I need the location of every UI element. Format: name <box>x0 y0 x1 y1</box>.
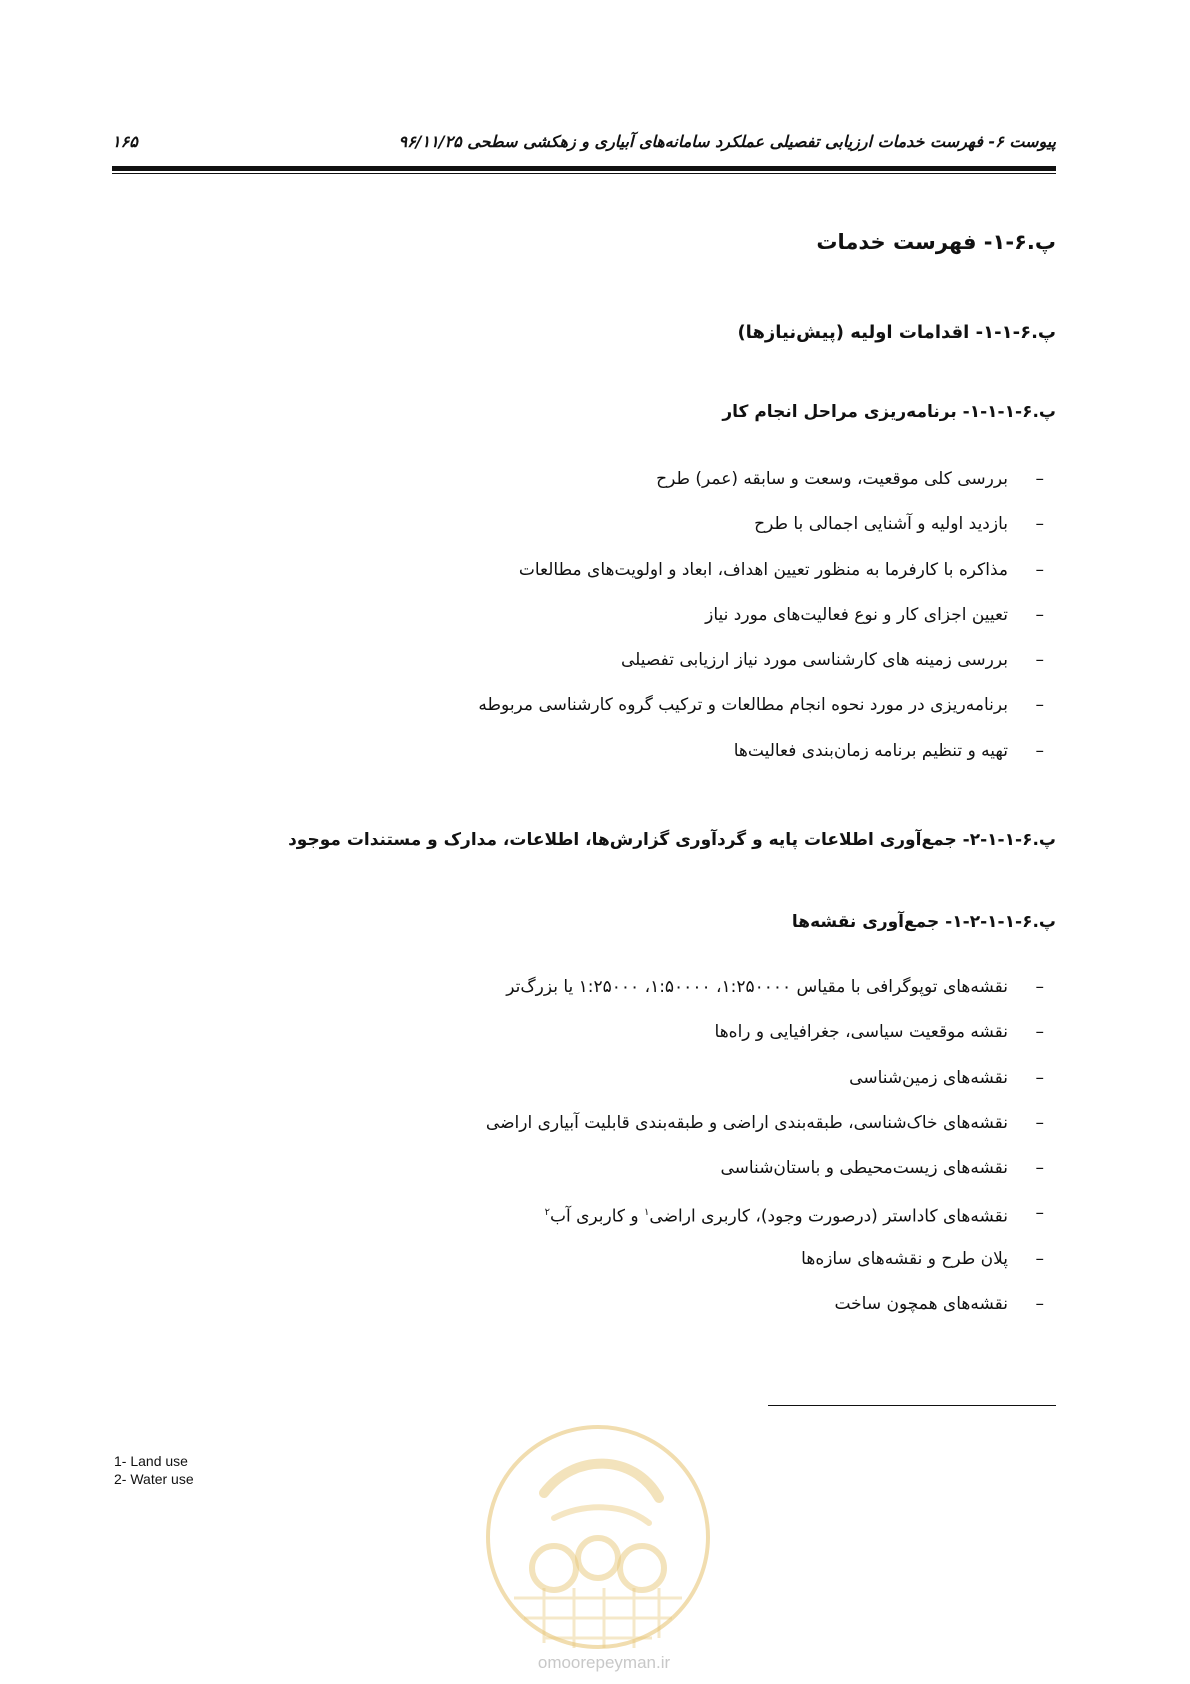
list-item <box>156 1198 1056 1243</box>
list-item-text: نقشه‌های زیست‌محیطی و باستان‌شناسی <box>720 1158 1008 1179</box>
footnote-ref-1[interactable]: ۱ <box>644 1207 650 1219</box>
section-heading-1-1-2: پ.۶-۱-۱-۲- جمع‌آوری اطلاعات پایه و گردآوری گزارش‌ها، اطلاعات، مدارک و مستندات موجود <box>288 830 1056 850</box>
list-item-text: بررسی کلی موقعیت، وسعت و سابقه (عمر) طرح <box>656 469 1008 489</box>
watermark-seal-icon <box>484 1423 712 1673</box>
list-item <box>156 1108 1056 1153</box>
list-item <box>156 1017 1056 1062</box>
list-item-text: نقشه موقعیت سیاسی، جغرافیایی و راه‌ها <box>714 1022 1008 1043</box>
list-item-text: پلان طرح و نقشه‌های سازه‌ها <box>801 1248 1008 1269</box>
list-item <box>156 1153 1056 1198</box>
list-item <box>156 972 1056 1017</box>
list-item-text: تهیه و تنظیم برنامه زمان‌بندی فعالیت‌ها <box>733 740 1008 761</box>
list-dash: – <box>1035 695 1044 716</box>
list-dash: – <box>1035 604 1044 625</box>
list-dash: – <box>1035 977 1044 997</box>
list-item <box>156 555 1056 600</box>
footnote-1: 1- Land use <box>114 1453 188 1469</box>
list-item-text: تعیین اجزای کار و نوع فعالیت‌های مورد نیاز <box>705 604 1008 625</box>
footnotes <box>114 1452 414 1488</box>
watermark-url: omoorepeyman.ir <box>537 1653 671 1672</box>
list-dash: – <box>1035 1022 1044 1043</box>
list-dash: – <box>1035 559 1044 580</box>
list-item-text: نقشه‌های زمین‌شناسی <box>849 1067 1008 1088</box>
list-item <box>156 645 1056 690</box>
list-item <box>156 690 1056 735</box>
page-number: ۱۶۵ <box>112 132 138 151</box>
list-item <box>156 1063 1056 1108</box>
list-item <box>156 1244 1056 1289</box>
section-heading-1-1-1: پ.۶-۱-۱-۱- برنامه‌ریزی مراحل انجام کار <box>722 402 1056 422</box>
list-item <box>156 464 1056 509</box>
running-header <box>112 128 1056 158</box>
footnote-ref-2[interactable]: ۲ <box>544 1207 550 1219</box>
header-rule-thick <box>112 166 1056 171</box>
list-dash: – <box>1035 469 1044 489</box>
list-dash: – <box>1035 1294 1044 1315</box>
list-dash: – <box>1035 650 1044 671</box>
list-item <box>156 736 1056 781</box>
list-item-text: و کاربری آب <box>549 1207 645 1228</box>
maps-list <box>156 972 1056 1334</box>
list-dash: – <box>1035 1067 1044 1088</box>
list-item-text: بازدید اولیه و آشنایی اجمالی با طرح <box>754 514 1008 535</box>
list-item <box>156 509 1056 554</box>
list-item <box>156 600 1056 645</box>
list-item-text: نقشه‌های همچون ساخت <box>834 1294 1008 1315</box>
list-item-text: نقشه‌های کاداستر (درصورت وجود)، کاربری اراضی <box>649 1207 1008 1228</box>
list-item-text: مذاکره با کارفرما به منظور تعیین اهداف، ابعاد و اولویت‌های مطالعات <box>518 559 1008 580</box>
list-item-text: نقشه‌های خاک‌شناسی، طبقه‌بندی اراضی و طبقه‌بندی قابلیت آبیاری اراضی <box>485 1112 1008 1133</box>
planning-list <box>156 464 1056 781</box>
list-item-text: نقشه‌های توپوگرافی با مقیاس ۱:۲۵۰۰۰۰، ۱:۵۰۰۰۰، ۱:۲۵۰۰۰ یا بزرگ‌تر <box>506 977 1008 997</box>
list-item-text: بررسی زمینه های کارشناسی مورد نیاز ارزیابی تفصیلی <box>620 650 1008 671</box>
list-dash: – <box>1035 514 1044 535</box>
list-item <box>156 1289 1056 1334</box>
list-item-text: برنامه‌ریزی در مورد نحوه انجام مطالعات و ترکیب گروه کارشناسی مربوطه <box>478 695 1008 716</box>
header-title: پیوست ۶- فهرست خدمات ارزیابی تفصیلی عملکرد سامانه‌های آبیاری و زهکشی سطحی ۹۶/۱۱/۲۵ <box>398 132 1056 151</box>
section-heading-1-1: پ.۶-۱-۱- اقدامات اولیه (پیش‌نیازها) <box>737 322 1056 343</box>
list-dash: – <box>1035 1158 1044 1179</box>
list-dash: – <box>1035 1112 1044 1133</box>
list-dash: – <box>1035 1203 1044 1224</box>
footnote-separator <box>768 1405 1056 1406</box>
list-dash: – <box>1035 740 1044 761</box>
header-rule-thin <box>112 173 1056 174</box>
footnote-2: 2- Water use <box>114 1471 194 1487</box>
list-dash: – <box>1035 1248 1044 1269</box>
section-heading-1-1-2-1: پ.۶-۱-۱-۲-۱- جمع‌آوری نقشه‌ها <box>791 912 1056 932</box>
section-heading-1: پ.۶-۱- فهرست خدمات <box>816 230 1056 254</box>
